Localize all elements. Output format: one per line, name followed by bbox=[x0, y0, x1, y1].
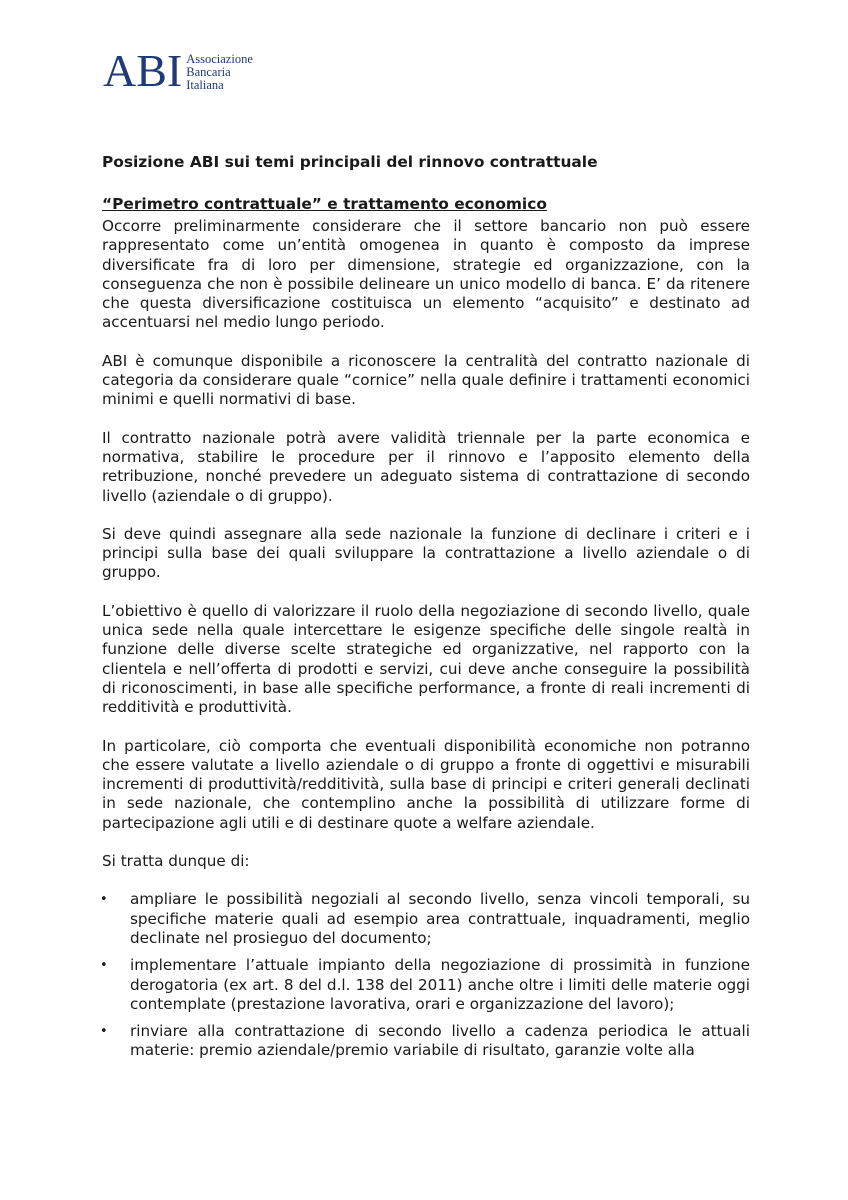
list-item bbox=[102, 956, 750, 1014]
paragraph: Si deve quindi assegnare alla sede nazionale la funzione di declinare i criteri e i principi sulla base dei quali sviluppare la contrattazione a livello aziendale o di gruppo. bbox=[102, 524, 750, 582]
document-title: Posizione ABI sui temi principali del rinnovo contrattuale bbox=[102, 153, 598, 171]
abi-logo bbox=[103, 45, 253, 96]
list-item-text: implementare l’attuale impianto della negoziazione di prossimità in funzione derogatoria (ex art. 8 del d.l. 138 del 2011) anche oltre i limiti delle materie oggi contemplate (prestazione lavorativa, orari e organizzazione del lavoro); bbox=[130, 956, 750, 1013]
list-item-text: rinviare alla contrattazione di secondo livello a cadenza periodica le attuali materie: premio aziendale/premio variabile di risultato, garanzie volte alla bbox=[130, 1022, 750, 1060]
paragraph: Si tratta dunque di: bbox=[102, 852, 250, 871]
bullet-list bbox=[102, 890, 750, 1060]
paragraph: Il contratto nazionale potrà avere validità triennale per la parte economica e normativa, stabilire le procedure per il rinnovo e l’apposito elemento della retribuzione, nonché prevedere un adeguato sistema di contrattazione di secondo livello (aziendale o di gruppo). bbox=[102, 428, 750, 505]
logo-text bbox=[186, 53, 253, 92]
logo-line-3: Italiana bbox=[186, 78, 224, 92]
bullet-icon: • bbox=[100, 892, 108, 908]
section-title: “Perimetro contrattuale” e trattamento economico bbox=[102, 195, 547, 213]
paragraph: L’obiettivo è quello di valorizzare il ruolo della negoziazione di secondo livello, quale unica sede nella quale intercettare le esigenze specifiche delle singole realtà in funzione delle diverse scelte strategiche ed organizzative, nel rapporto con la clientela e nell’offerta di prodotti e servizi, cui deve anche conseguire la possibilità di riconoscimenti, in base alle specifiche performance, a fronte di reali incrementi di redditività e produttività. bbox=[102, 601, 750, 717]
logo-line-1: Associazione bbox=[186, 52, 253, 66]
list-item-text: ampliare le possibilità negoziali al secondo livello, senza vincoli temporali, su specifiche materie quali ad esempio area contrattuale, inquadramenti, meglio declinate nel prosieguo del documento; bbox=[130, 890, 750, 947]
logo-mark: ABI bbox=[103, 45, 183, 96]
paragraph: In particolare, ciò comporta che eventuali disponibilità economiche non potranno che essere valutate a livello aziendale o di gruppo a fronte di oggettivi e misurabili incrementi di produttività/redditività, sulla base di principi e criteri generali declinati in sede nazionale, che contemplino anche la possibilità di utilizzare forme di partecipazione agli utili e di destinare quote a welfare aziendale. bbox=[102, 736, 750, 832]
document-body bbox=[102, 152, 750, 1069]
bullet-icon: • bbox=[100, 1024, 108, 1040]
list-item bbox=[102, 1022, 750, 1061]
logo-line-2: Bancaria bbox=[186, 65, 231, 79]
paragraph: ABI è comunque disponibile a riconoscere la centralità del contratto nazionale di categoria da considerare quale “cornice” nella quale definire i trattamenti economici minimi e quelli normativi di base. bbox=[102, 351, 750, 409]
paragraph: Occorre preliminarmente considerare che il settore bancario non può essere rappresentato come un’entità omogenea in quanto è composto da imprese diversificate fra di loro per dimensione, strategie ed organizzazione, con la conseguenza che non è possibile delineare un unico modello di banca. E’ da ritenere che questa diversificazione costituisca un elemento “acquisito” e destinato ad accentuarsi nel medio lungo periodo. bbox=[102, 217, 750, 332]
bullet-icon: • bbox=[100, 958, 108, 974]
list-item bbox=[102, 890, 750, 948]
